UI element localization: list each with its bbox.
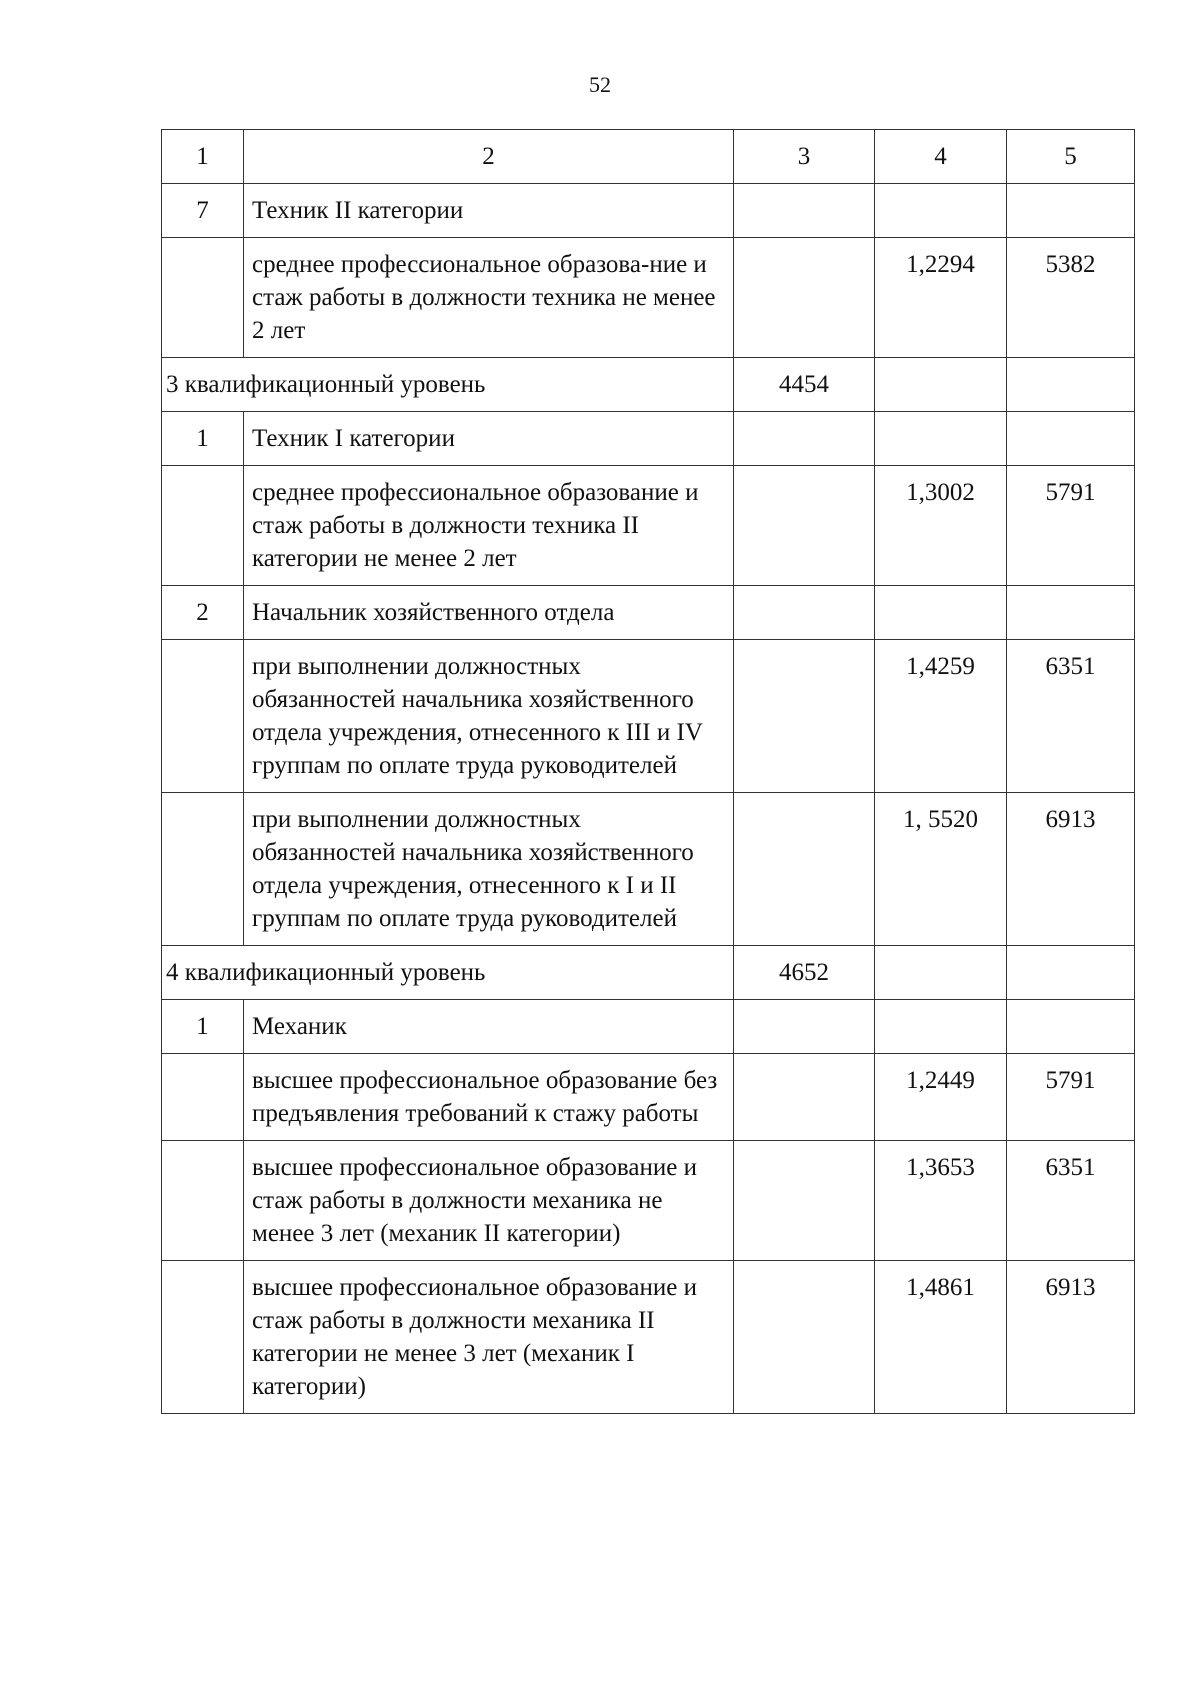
base-salary-cell bbox=[734, 586, 875, 640]
row-number-cell bbox=[162, 1261, 244, 1414]
base-salary-cell bbox=[734, 412, 875, 466]
salary-cell bbox=[1007, 358, 1135, 412]
salary-cell: 5382 bbox=[1007, 238, 1135, 358]
header-cell: 4 bbox=[875, 130, 1007, 184]
table-row bbox=[162, 466, 1135, 586]
base-salary-cell: 4652 bbox=[734, 946, 875, 1000]
level-title-cell: 3 квалификационный уровень bbox=[162, 358, 734, 412]
base-salary-cell bbox=[734, 1000, 875, 1054]
description-cell: при выполнении должностных обязанностей начальника хозяйственного отдела учреждения, отнесенного к III и IV группам по оплате труда руководителей bbox=[244, 640, 734, 793]
description-cell: Начальник хозяйственного отдела bbox=[244, 586, 734, 640]
description-cell: Техник II категории bbox=[244, 184, 734, 238]
description-cell: среднее профессиональное образование и стаж работы в должности техника II категории не менее 2 лет bbox=[244, 466, 734, 586]
table-row bbox=[162, 793, 1135, 946]
base-salary-cell bbox=[734, 640, 875, 793]
base-salary-cell bbox=[734, 184, 875, 238]
coefficient-cell: 1,3002 bbox=[875, 466, 1007, 586]
coefficient-cell: 1, 5520 bbox=[875, 793, 1007, 946]
coefficient-cell bbox=[875, 1000, 1007, 1054]
row-number-cell bbox=[162, 466, 244, 586]
base-salary-cell bbox=[734, 1054, 875, 1141]
description-cell: высшее профессиональное образование без предъявления требований к стажу работы bbox=[244, 1054, 734, 1141]
coefficient-cell bbox=[875, 358, 1007, 412]
salary-cell: 6351 bbox=[1007, 1141, 1135, 1261]
table-row bbox=[162, 412, 1135, 466]
coefficient-cell bbox=[875, 184, 1007, 238]
coefficient-cell bbox=[875, 586, 1007, 640]
description-cell: при выполнении должностных обязанностей начальника хозяйственного отдела учреждения, отнесенного к I и II группам по оплате труда руководителей bbox=[244, 793, 734, 946]
base-salary-cell bbox=[734, 466, 875, 586]
base-salary-cell bbox=[734, 238, 875, 358]
coefficient-cell bbox=[875, 946, 1007, 1000]
coefficient-cell: 1,4259 bbox=[875, 640, 1007, 793]
description-cell: высшее профессиональное образование и стаж работы в должности механика не менее 3 лет (механик II категории) bbox=[244, 1141, 734, 1261]
table-header-row bbox=[162, 130, 1135, 184]
base-salary-cell bbox=[734, 793, 875, 946]
salary-cell: 5791 bbox=[1007, 466, 1135, 586]
salary-cell: 6351 bbox=[1007, 640, 1135, 793]
table-row bbox=[162, 1141, 1135, 1261]
coefficient-cell: 1,3653 bbox=[875, 1141, 1007, 1261]
row-number-cell bbox=[162, 238, 244, 358]
level-title-cell: 4 квалификационный уровень bbox=[162, 946, 734, 1000]
row-number-cell: 7 bbox=[162, 184, 244, 238]
base-salary-cell bbox=[734, 1261, 875, 1414]
header-cell: 5 bbox=[1007, 130, 1135, 184]
salary-cell: 6913 bbox=[1007, 793, 1135, 946]
table-row bbox=[162, 184, 1135, 238]
salary-cell bbox=[1007, 184, 1135, 238]
table-row bbox=[162, 238, 1135, 358]
base-salary-cell: 4454 bbox=[734, 358, 875, 412]
qualification-level-row bbox=[162, 358, 1135, 412]
description-cell: Механик bbox=[244, 1000, 734, 1054]
table-row bbox=[162, 1054, 1135, 1141]
salary-cell bbox=[1007, 412, 1135, 466]
table-row bbox=[162, 640, 1135, 793]
coefficient-cell bbox=[875, 412, 1007, 466]
row-number-cell: 1 bbox=[162, 1000, 244, 1054]
header-cell: 2 bbox=[244, 130, 734, 184]
qualification-level-row bbox=[162, 946, 1135, 1000]
page-number: 52 bbox=[589, 72, 611, 97]
salary-cell: 6913 bbox=[1007, 1261, 1135, 1414]
row-number-cell bbox=[162, 1054, 244, 1141]
salary-cell bbox=[1007, 586, 1135, 640]
table-row bbox=[162, 586, 1135, 640]
coefficient-cell: 1,2449 bbox=[875, 1054, 1007, 1141]
row-number-cell bbox=[162, 793, 244, 946]
salary-table bbox=[161, 129, 1135, 1414]
description-cell: Техник I категории bbox=[244, 412, 734, 466]
header-cell: 3 bbox=[734, 130, 875, 184]
description-cell: среднее профессиональное образова-ние и стаж работы в должности техника не менее 2 лет bbox=[244, 238, 734, 358]
description-cell: высшее профессиональное образование и стаж работы в должности механика II категории не менее 3 лет (механик I категории) bbox=[244, 1261, 734, 1414]
row-number-cell: 2 bbox=[162, 586, 244, 640]
coefficient-cell: 1,2294 bbox=[875, 238, 1007, 358]
coefficient-cell: 1,4861 bbox=[875, 1261, 1007, 1414]
salary-cell bbox=[1007, 946, 1135, 1000]
row-number-cell bbox=[162, 640, 244, 793]
header-cell: 1 bbox=[162, 130, 244, 184]
salary-cell: 5791 bbox=[1007, 1054, 1135, 1141]
row-number-cell bbox=[162, 1141, 244, 1261]
salary-cell bbox=[1007, 1000, 1135, 1054]
base-salary-cell bbox=[734, 1141, 875, 1261]
table-row bbox=[162, 1261, 1135, 1414]
row-number-cell: 1 bbox=[162, 412, 244, 466]
table-row bbox=[162, 1000, 1135, 1054]
